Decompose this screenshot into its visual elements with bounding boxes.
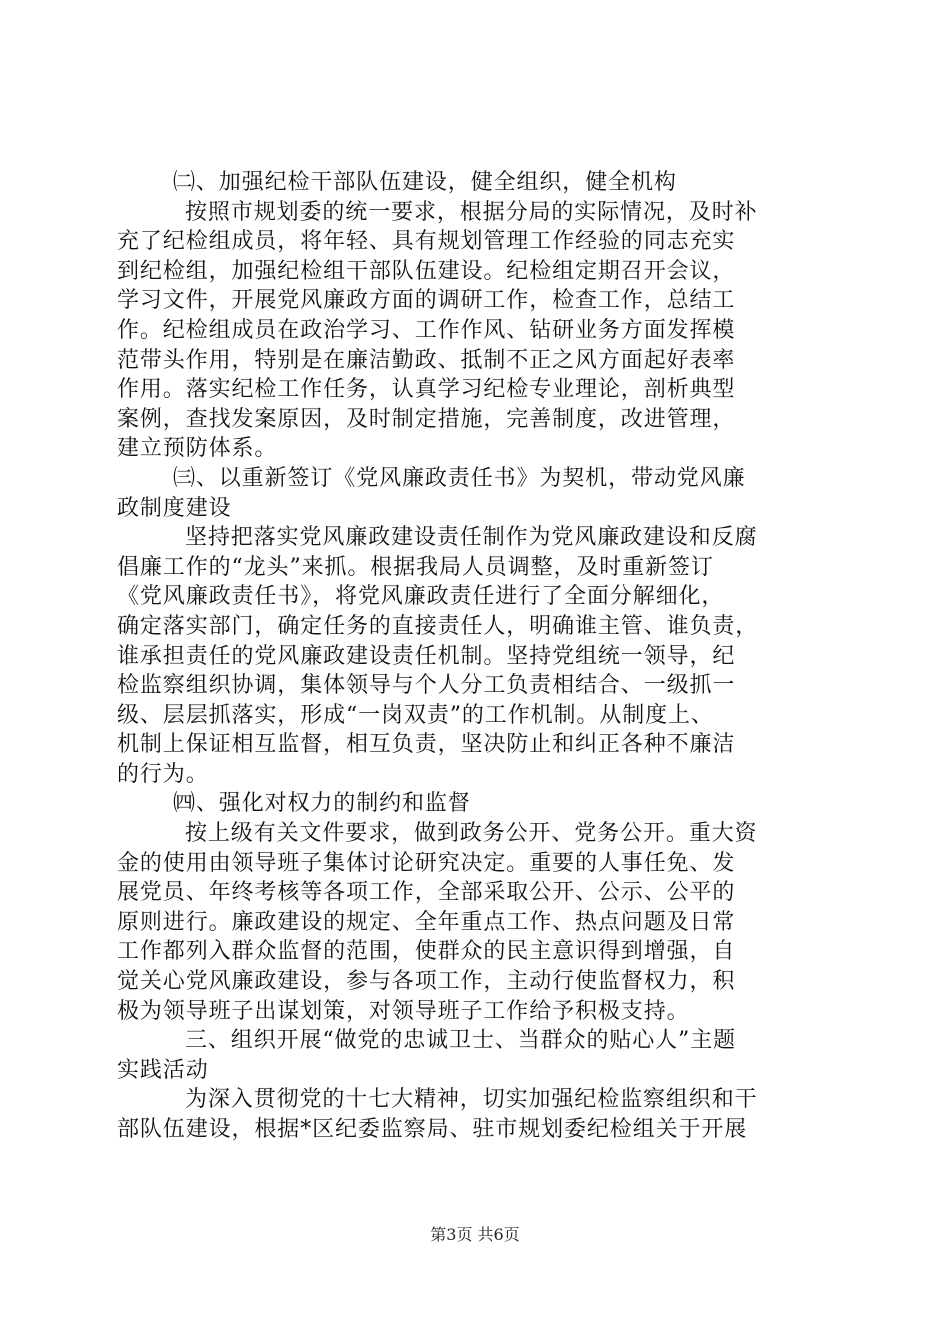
paragraph-line: 案例，查找发案原因，及时制定措施，完善制度，改进管理， [117,406,736,432]
paragraph-line: 坚持把落实党风廉政建设责任制作为党风廉政建设和反腐 [185,525,758,551]
paragraph-line: 展党员、年终考核等各项工作，全部采取公开、公示、公平的 [117,880,736,906]
paragraph-line: 倡廉工作的“龙头”来抓。根据我局人员调整，及时重新签订 [117,554,714,580]
paragraph-line: 充了纪检组成员，将年轻、具有规划管理工作经验的同志充实 [117,229,736,255]
paragraph-line: 觉关心党风廉政建设，参与各项工作，主动行使监督权力，积 [117,969,736,995]
paragraph-line: 作。纪检组成员在政治学习、工作作风、钻研业务方面发挥模 [117,317,736,343]
paragraph-line: 级、层层抓落实，形成“一岗双责”的工作机制。从制度上、 [117,702,714,728]
paragraph-line: 按照市规划委的统一要求，根据分局的实际情况，及时补 [185,199,758,225]
section-heading: ㈣、强化对权力的制约和监督 [173,791,471,817]
paragraph-line: 原则进行。廉政建设的规定、全年重点工作、热点问题及日常 [117,909,736,935]
paragraph-line: 极为领导班子出谋划策，对领导班子工作给予积极支持。 [117,998,690,1024]
paragraph-line: 部队伍建设，根据*区纪委监察局、驻市规划委纪检组关于开展 [117,1117,748,1142]
paragraph-line: 谁承担责任的党风廉政建设责任机制。坚持党组统一领导，纪 [117,643,736,669]
paragraph-line: 学习文件，开展党风廉政方面的调研工作，检查工作，总结工 [117,288,736,314]
section-heading: ㈢、以重新签订《党风廉政责任书》为契机，带动党风廉 [173,465,746,491]
paragraph-line: 金的使用由领导班子集体讨论研究决定。重要的人事任免、发 [117,850,736,876]
document-body [117,168,833,1145]
paragraph-line: 作用。落实纪检工作任务，认真学习纪检专业理论，剖析典型 [117,377,736,403]
paragraph-line: 按上级有关文件要求，做到政务公开、党务公开。重大资 [185,821,758,847]
section-heading: 三、组织开展“做党的忠诚卫士、当群众的贴心人”主题 [185,1028,736,1054]
paragraph-line: 建立预防体系。 [117,436,278,462]
paragraph-line: 的行为。 [117,761,209,787]
paragraph-line: 范带头作用，特别是在廉洁勤政、抵制不正之风方面起好表率 [117,347,736,373]
paragraph-line: 机制上保证相互监督，相互负责，坚决防止和纠正各种不廉洁 [117,732,736,758]
section-heading-continued: 实践活动 [117,1057,209,1083]
paragraph-line: 确定落实部门，确定任务的直接责任人，明确谁主管、谁负责， [117,613,759,639]
paragraph-line: 《党风廉政责任书》，将党风廉政责任进行了全面分解细化， [117,584,725,610]
section-heading-continued: 政制度建设 [117,495,232,521]
paragraph-line: 到纪检组，加强纪检组干部队伍建设。纪检组定期召开会议， [117,258,736,284]
section-heading: ㈡、加强纪检干部队伍建设，健全组织，健全机构 [173,170,677,195]
paragraph-line: 工作都列入群众监督的范围，使群众的民主意识得到增强，自 [117,939,736,965]
paragraph-line: 检监察组织协调，集体领导与个人分工负责相结合、一级抓一 [117,673,736,699]
paragraph-line: 为深入贯彻党的十七大精神，切实加强纪检监察组织和干 [185,1087,758,1113]
page-number-footer: 第3页 共6页 [430,1225,520,1244]
